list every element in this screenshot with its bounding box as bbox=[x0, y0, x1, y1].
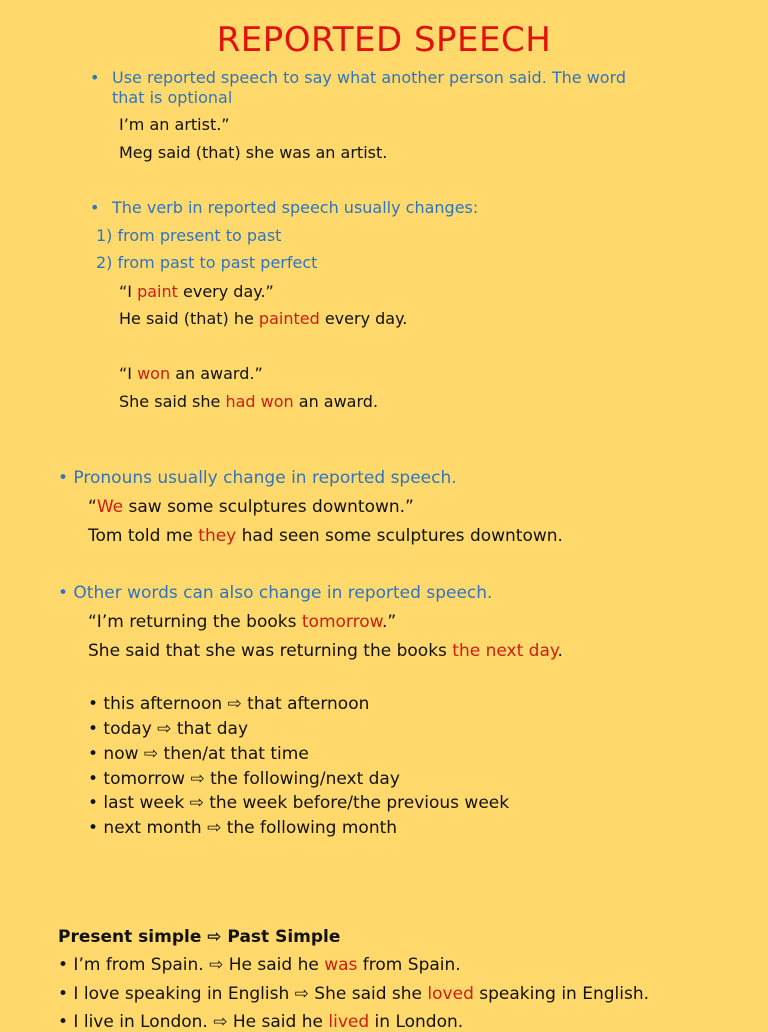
bullet: • bbox=[90, 68, 100, 87]
highlight: painted bbox=[258, 309, 320, 328]
rule-item-2: 2) from past to past perfect bbox=[96, 253, 318, 272]
example-line: • I love speaking in English ⇨ She said she loved speaking in English. bbox=[58, 984, 650, 1004]
rule-item-1: 1) from present to past bbox=[96, 226, 282, 245]
example-line: “I’m returning the books tomorrow.” bbox=[88, 612, 397, 632]
section-heading: Present simple ⇨ Past Simple bbox=[58, 927, 341, 947]
highlight: tomorrow bbox=[301, 612, 382, 632]
example-quote: I’m an artist.” bbox=[119, 115, 230, 134]
list-item: • tomorrow ⇨ the following/next day bbox=[88, 769, 400, 789]
example-line: • I’m from Spain. ⇨ He said he was from Spain. bbox=[58, 955, 461, 975]
example-line: He said (that) he painted every day. bbox=[119, 309, 408, 328]
highlight: loved bbox=[427, 984, 474, 1004]
example-line: She said that she was returning the books the next day. bbox=[88, 641, 563, 661]
highlight: We bbox=[96, 497, 124, 517]
example-line: She said she had won an award. bbox=[119, 392, 379, 411]
highlight: won bbox=[137, 364, 171, 383]
highlight: lived bbox=[328, 1012, 370, 1032]
rule-heading: The verb in reported speech usually changes: bbox=[112, 198, 479, 217]
highlight: the next day bbox=[452, 641, 558, 661]
rule-heading: • Pronouns usually change in reported speech. bbox=[58, 468, 457, 488]
highlight: had won bbox=[225, 392, 294, 411]
example-line: “I won an award.” bbox=[119, 364, 263, 383]
list-item: • now ⇨ then/at that time bbox=[88, 744, 309, 764]
rule-text-line-1: Use reported speech to say what another person said. The word bbox=[112, 68, 627, 87]
bullet: • bbox=[90, 198, 100, 217]
page-title: REPORTED SPEECH bbox=[216, 20, 552, 60]
example-line: • I live in London. ⇨ He said he lived in London. bbox=[58, 1012, 464, 1032]
rule-heading: • Other words can also change in reported speech. bbox=[58, 583, 493, 603]
example-reported: Meg said (that) she was an artist. bbox=[119, 143, 388, 162]
list-item: • this afternoon ⇨ that afternoon bbox=[88, 694, 370, 714]
rule-text-line-2: that is optional bbox=[112, 88, 233, 107]
example-line: “I paint every day.” bbox=[119, 282, 274, 301]
highlight: they bbox=[198, 526, 237, 546]
highlight: paint bbox=[137, 282, 178, 301]
list-item: • today ⇨ that day bbox=[88, 719, 249, 739]
list-item: • last week ⇨ the week before/the previous week bbox=[88, 793, 510, 813]
highlight: was bbox=[324, 955, 358, 975]
example-line: “We saw some sculptures downtown.” bbox=[88, 497, 414, 517]
list-item: • next month ⇨ the following month bbox=[88, 818, 398, 838]
example-line: Tom told me they had seen some sculptures downtown. bbox=[88, 526, 563, 546]
